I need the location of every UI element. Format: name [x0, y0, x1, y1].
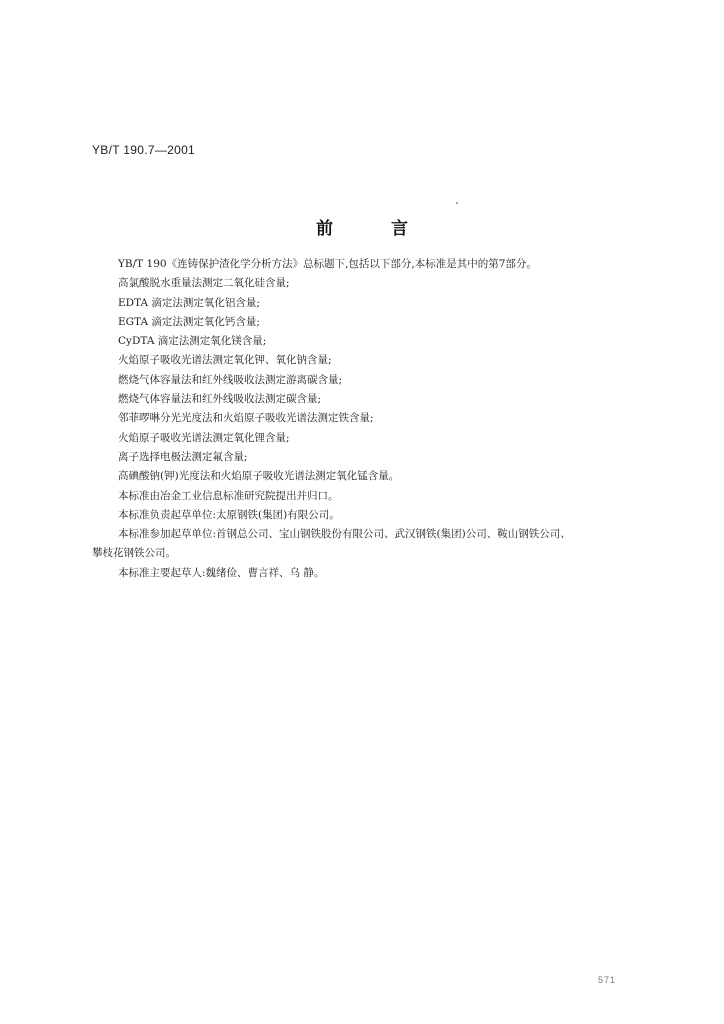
drafters-statement: 本标准主要起草人:魏绪俭、曹言祥、乌 静。	[118, 566, 325, 579]
part-item-3: EGTA 滴定法测定氧化钙含量;	[118, 315, 260, 328]
drafting-unit-statement: 本标准负责起草单位:太原钢铁(集团)有限公司。	[118, 508, 340, 521]
part-item-7: 燃烧气体容量法和红外线吸收法测定碳含量;	[118, 393, 322, 406]
part-item-8: 邻菲啰啉分光光度法和火焰原子吸收光谱法测定铁含量;	[118, 412, 374, 425]
part-item-2: EDTA 滴定法测定氧化铝含量;	[118, 296, 260, 309]
part-item-9: 火焰原子吸收光谱法测定氧化锂含量;	[118, 431, 290, 444]
scan-dot	[456, 202, 458, 204]
part-item-4: CyDTA 滴定法测定氧化镁含量;	[118, 335, 267, 348]
page-title: 前言	[316, 219, 466, 239]
part-item-10: 离子选择电极法测定氟含量;	[118, 450, 248, 463]
part-item-6: 燃烧气体容量法和红外线吸收法测定游离碳含量;	[118, 373, 343, 386]
part-item-11: 高碘酸钠(钾)光度法和火焰原子吸收光谱法测定氧化锰含量。	[118, 470, 400, 483]
page-number: 571	[598, 975, 617, 985]
part-item-5: 火焰原子吸收光谱法测定氧化钾、氧化钠含量;	[118, 354, 332, 367]
intro-paragraph: YB/T 190《连铸保护渣化学分析方法》总标题下,包括以下部分,本标准是其中的第7部分。	[118, 258, 537, 270]
participating-units-statement: 本标准参加起草单位:首钢总公司、宝山钢铁股份有限公司、武汉钢铁(集团)公司、鞍山钢铁公司、	[118, 528, 571, 541]
standard-code-header: YB/T 190.7—2001	[92, 143, 196, 157]
foreword-body	[92, 255, 652, 583]
part-item-1: 高氯酸脱水重量法测定二氧化硅含量;	[118, 277, 290, 290]
proposed-by-statement: 本标准由冶金工业信息标准研究院提出并归口。	[118, 489, 339, 502]
participating-units-continuation: 攀枝花钢铁公司。	[92, 547, 176, 560]
